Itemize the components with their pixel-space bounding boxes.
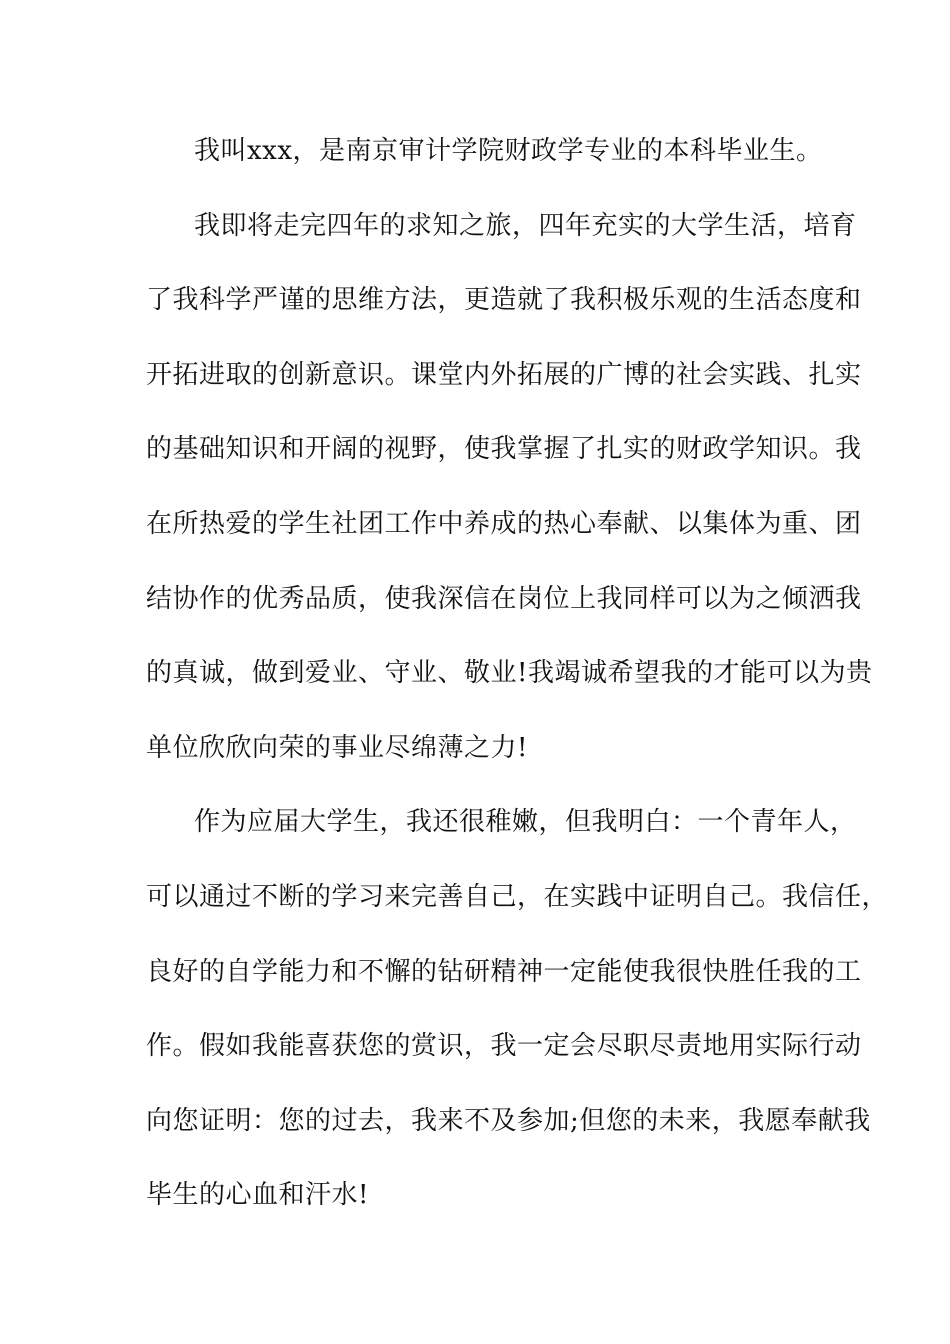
paragraph-2-line-1: 我即将走完四年的求知之旅，四年充实的大学生活，培育 [194, 210, 857, 241]
paragraph-2-line-6: 结协作的优秀品质，使我深信在岗位上我同样可以为之倾洒我 [146, 583, 862, 614]
paragraph-3-line-3: 良好的自学能力和不懈的钻研精神一定能使我很快胜任我的工 [146, 956, 862, 987]
document-body [146, 128, 889, 1247]
paragraph-3-line-2: 可以通过不断的学习来完善自己，在实践中证明自己。我信任， [146, 881, 889, 912]
paragraph-2-line-7: 的真诚，做到爱业、守业、敬业!我竭诚希望我的才能可以为贵 [146, 658, 873, 689]
paragraph-3-line-4: 作。假如我能喜获您的赏识，我一定会尽职尽责地用实际行动 [146, 1031, 862, 1062]
paragraph-3-line-6: 毕生的心血和汗水! [146, 1180, 369, 1211]
paragraph-2-line-4: 的基础知识和开阔的视野，使我掌握了扎实的财政学知识。我 [146, 434, 862, 465]
paragraph-2-line-3: 开拓进取的创新意识。课堂内外拓展的广博的社会实践、扎实 [146, 359, 862, 390]
paragraph-2-line-2: 了我科学严谨的思维方法，更造就了我积极乐观的生活态度和 [146, 285, 862, 316]
paragraph-3-line-5: 向您证明：您的过去，我来不及参加;但您的未来，我愿奉献我 [146, 1105, 871, 1136]
paragraph-2-line-5: 在所热爱的学生社团工作中养成的热心奉献、以集体为重、团 [146, 508, 862, 539]
paragraph-2-line-8: 单位欣欣向荣的事业尽绵薄之力! [146, 732, 528, 763]
paragraph-3-line-1: 作为应届大学生，我还很稚嫩，但我明白：一个青年人， [194, 807, 857, 838]
paragraph-1-line-1: 我叫xxx，是南京审计学院财政学专业的本科毕业生。 [194, 136, 823, 166]
